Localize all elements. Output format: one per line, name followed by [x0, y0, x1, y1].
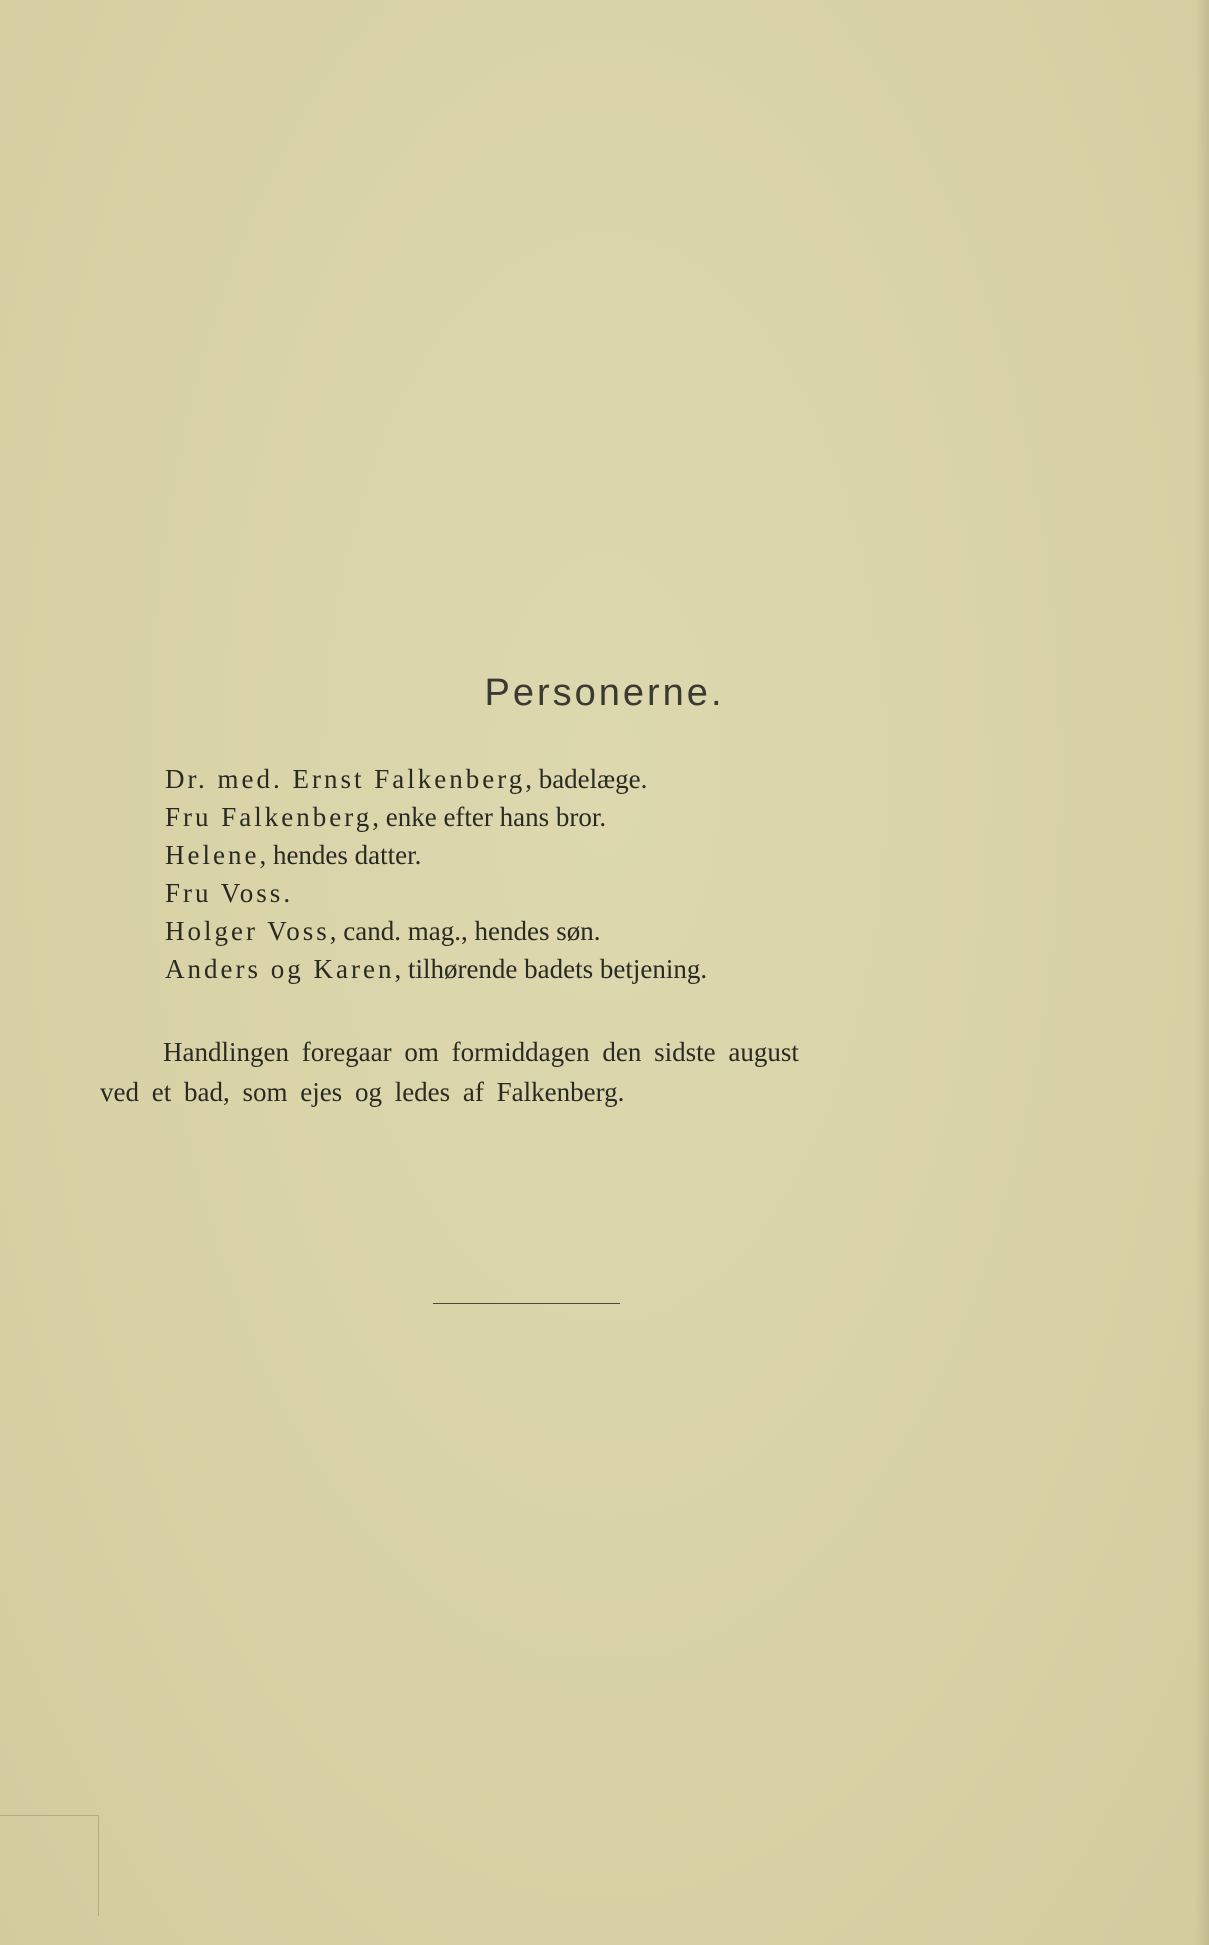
cast-desc: . — [283, 878, 291, 908]
corner-mark — [0, 1815, 99, 1916]
cast-list — [165, 760, 1065, 988]
cast-desc: , hendes datter. — [259, 840, 422, 870]
cast-desc: , cand. mag., hendes søn. — [329, 916, 601, 946]
cast-item — [165, 760, 1065, 798]
setting-line: Handlingen foregaar om formiddagen den sidste august — [163, 1037, 799, 1067]
page-edge-shadow — [1195, 0, 1209, 1945]
cast-item — [165, 798, 1065, 836]
cast-name: Helene — [165, 840, 260, 870]
cast-desc: , tilhørende badets betjening. — [394, 954, 708, 984]
cast-item — [165, 950, 1065, 988]
cast-name: Holger Voss — [165, 916, 330, 946]
setting-line: ved et bad, som ejes og ledes af Falkenberg. — [100, 1077, 625, 1107]
cast-name: Fru Falkenberg — [165, 802, 373, 832]
cast-name: Fru Voss — [165, 878, 284, 908]
page-title: Personerne. — [484, 672, 725, 714]
cast-item — [165, 874, 1065, 912]
cast-desc: , badelæge. — [525, 764, 648, 794]
cast-item — [165, 836, 1065, 874]
cast-desc: , enke efter hans bror. — [372, 802, 607, 832]
cast-name: Dr. med. Ernst Falkenberg — [165, 764, 526, 794]
cast-name: Anders og Karen — [165, 954, 395, 984]
cast-item — [165, 912, 1065, 950]
divider-rule — [433, 1303, 620, 1304]
setting-paragraph — [100, 1032, 980, 1112]
